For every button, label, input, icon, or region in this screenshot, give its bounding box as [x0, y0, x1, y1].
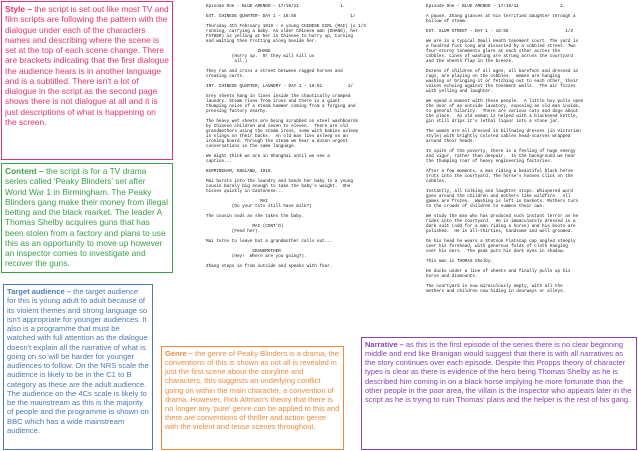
script-line: cobbles. Lines of washing are strung across the courtyard	[426, 54, 573, 59]
script-line: Dozens of children of all ages, all barefoot and dressed in	[426, 69, 579, 74]
genre-note-text: the genre of Peaky Blinders is a drama, the conventions of this is shown as not all is revealed in just the first scene about the storyline and characters, this suggests an underlying conflict going on within the main character, a convention of drama. However, Rick Altman's theory that there is no longer any 'pure' genre can be applied to this and there are conventions of thriller and action genre with the violent and tense scenes throughout.	[165, 349, 340, 432]
script-line: rags, are playing on the cobbles. Women are hanging	[426, 74, 561, 79]
script-line: four-storey tenements glare at each other across the	[426, 49, 561, 54]
script-line: grandmothers using the steam irons, some with babies asleep	[206, 129, 359, 134]
script-line: ZHANG	[206, 49, 271, 54]
script-line: conversations in the same language.	[206, 144, 297, 149]
script-line: horse and dismounts.	[426, 274, 478, 279]
script-line: the door of an outside lavatory, exposing an old man inside,	[426, 104, 581, 109]
script-line: FATHER) is yelling at her in Chinese to hurry up, turning	[206, 34, 353, 39]
script-line: He ducks under a line of sheets and finally pulls up his	[426, 269, 571, 274]
script-line: The women are all dressed in billowing dresses (in Victorian	[426, 129, 581, 134]
target-audience-note-heading: Target audience –	[7, 287, 72, 296]
script-line: (Hurry up. Or they will kill us	[206, 54, 315, 59]
script-line: EXT. SLUM STREET - DAY 1 - 16:55 1/3	[426, 29, 573, 34]
script-line: ironing board. Through the steam we hear a dozen urgent	[206, 139, 348, 144]
content-note-text: the script is for a TV drama series called 'Peaky Blinders' set after World War 1 in Birmingham. The Peaky Blinders gang make their money from illegal betting and the black market. The leader A Thomas Shelby acquires guns that has been stolen from a factory and plans to use this as an opportunity to move up however an inspector comes to investigate and recover the guns.	[5, 166, 168, 269]
style-note-heading: Style –	[5, 4, 33, 14]
narrative-note-text: as this is the first episode of the series there is no clear beginning middle and end like Branigan would suggest that there is with all narratives as the story continues over each episode. Despite this Propps theory of character types is clear as there is evidence of the hero being Thomas Shelby as he is described him coming in on a black horse implying he more fortunate than the other people in the poor area, the villain is the inspector who appears later in the script as he is trying to ruin Thomas' plans and the helper is the rest of his gang.	[365, 340, 632, 404]
script-line: caption...	[206, 159, 232, 164]
script-page-one-body	[206, 14, 401, 269]
script-line: billow of steam.	[426, 19, 468, 24]
script-line: In spite of the poverty, there is a feeling of huge energy	[426, 149, 576, 154]
script-line: Mai bursts into the laundry and hands her baby to a young	[206, 179, 353, 184]
script-line: with yelling and laughter.	[426, 89, 494, 94]
script-line: thumping noise of a steam hammer coming from a forging and	[206, 104, 356, 109]
script-line: running, carrying a baby. An older Chinese man (ZHANG), her	[206, 29, 359, 34]
script-line: MAI	[206, 199, 268, 204]
script-line: and waiting then trotting along beside her.	[206, 39, 317, 44]
script-line: gin still drips it's lethal liquor into a stone jar.	[426, 119, 561, 124]
script-line: the place. An old woman is helped with a blackened kettle,	[426, 114, 579, 119]
script-line: After a few moments, a man riding a beautiful black horse	[426, 169, 573, 174]
script-line: We study the man who has produced such instant terror as he	[426, 214, 579, 219]
script-line: (Do your tits still have milk?)	[206, 204, 312, 209]
script-line: goes around the children and mothers like wildfire. All	[426, 194, 571, 199]
script-line: On his head he wears a Stetson Flatscap cap angled steeply	[426, 239, 576, 244]
script-line: The courtyard is now miraculously empty, with all the	[426, 284, 563, 289]
script-line: Zhang steps in from outside and speaks with fear.	[206, 264, 333, 269]
script-line: and vigor, rather than despair. In the background we hear	[426, 154, 576, 159]
script-line: to the crowds of children to summon their own.	[426, 204, 545, 209]
script-line: BIRMINGHAM, ENGLAND, 1919.	[206, 169, 274, 174]
genre-note-heading: Genre –	[165, 349, 193, 358]
script-line: games are frozen. Washing is left in baskets. Mothers turn	[426, 199, 579, 204]
script-line: Instantly, all talking and laughter stops. Whispered word	[426, 189, 573, 194]
script-line: by Chinese children and seven to eleven. There are old	[206, 124, 348, 129]
script-line: cobbles.	[426, 179, 447, 184]
style-note	[1, 1, 173, 160]
script-line: polished. He is all-thirties, handsome and well groomed.	[426, 229, 573, 234]
target-audience-note	[3, 284, 153, 450]
script-line: the thumping roar of heavy engineering factories.	[426, 159, 553, 164]
script-line: hisses quickly in Cantonese...	[206, 189, 284, 194]
script-line: This man is THOMAS Shelby.	[426, 259, 494, 264]
script-line: A pause. Zhang glances at his terrified daughter through a	[426, 14, 576, 19]
script-line: over his forehead, with generous folds of cloth hanging	[426, 244, 568, 249]
script-line: a hundred foot long and dissected by a cobbled street. Two	[426, 44, 576, 49]
script-line: We might think we are in Shanghai until we see a	[206, 154, 330, 159]
script-line: They run and cross a street between ragged horses and	[206, 69, 343, 74]
script-line: washing or bringing it or fetching out to each other, their	[426, 79, 579, 84]
script-line: creaking carts.	[206, 74, 245, 79]
script-line: dark suit (odd for a man riding a horse) and his boots are	[426, 224, 576, 229]
script-line: GRANDMOTHER	[206, 249, 281, 254]
script-line: EXT. CHINESE QUARTER- DAY 1 - 16:55 1/	[206, 14, 356, 19]
content-note	[1, 163, 173, 273]
script-line: We spend a moment with these people. A little boy pulls open	[426, 99, 584, 104]
narrative-note-heading: Narrative –	[365, 340, 404, 349]
script-line: cousin barely big enough to take the baby's weight. She	[206, 184, 351, 189]
script-line: over his ears. The peak puts his dark eyes in shadow.	[426, 249, 566, 254]
content-note-heading: Content –	[5, 166, 44, 176]
script-line: trots into the courtyard. The horse's hooves click on the	[426, 174, 573, 179]
script-line: Thursday 4th February 1919 - A young CHINESE GIRL (MAI) (c 1/3	[206, 24, 366, 29]
genre-note	[161, 346, 344, 450]
script-line: The heavy wet sheets are being scrubbed on steel washboards	[206, 119, 359, 124]
script-line: voices echoing against the tenement walls. The air fizzes	[426, 84, 576, 89]
script-page-two-body	[426, 14, 634, 294]
script-line: (Hey! Where are you going?).	[206, 254, 307, 259]
script-line: all.)	[206, 59, 248, 64]
script-line: INT. CHINESE QUARTER, LAUNDRY - DAY 1 - 16:51 1/	[206, 84, 353, 89]
script-line: rides into the courtyard. He is immaculately dressed in a	[426, 219, 576, 224]
script-line: around their heads.	[426, 139, 475, 144]
script-line: (Feed her).	[206, 229, 261, 234]
script-line: laundry. Steam rises from irons and there is a giant	[206, 99, 341, 104]
narrative-note	[361, 337, 637, 450]
script-line: The cousin nods as she takes the baby.	[206, 214, 304, 219]
script-line: in slings on their backs. An old man lies asleep on an	[206, 134, 348, 139]
script-line: We are in a typical Small Heath tenement court. The yard is	[426, 39, 579, 44]
script-line: MAI (CONT'D)	[206, 224, 284, 229]
script-line: Mai turns to leave but a grandmother calls out...	[206, 239, 333, 244]
script-line: mothers and children now hiding in doorways or alleys.	[426, 289, 566, 294]
script-line: pressing factory nearby.	[206, 109, 268, 114]
script-line: style) with brightly colored cables head-scarves wrapped	[426, 134, 571, 139]
style-note-text: the script is set out like most TV and film scripts are following the pattern with the dialogue under each of the characters names and describing where the scene is set at the top of each scene change. There are brackets indicating that the first dialogue the audience hears is in another language and is a subtitled. There isn't a lot of dialogue in the script as the second page shows there is not dialogue at all and it is just descriptions of what is happening on the screen.	[5, 4, 169, 127]
script-line: Grey sheets hang in lines inside the chaotically cramped	[206, 94, 351, 99]
script-line: to general hilarity. There are various cats and dogs about	[426, 109, 579, 114]
script-line: and the sheets flap in the breeze.	[426, 59, 514, 64]
target-audience-note-text: the target audience for this is young adult to adult because of its violent themes and strong language so isn't appropriate for younger audiences. It also is a programme that must be watched with full attention as the dialogue doesn't explain all the narrative of what is going on so will be harder for younger audiences to follow. On the NRS scale the audience is likely to be in the C1 to B category as these are the adult audience. The audience on the 4Cs scale is likely to be the mainstream as this is the majority of people and the programme is shown on BBC which has a wide mainstream audience.	[7, 287, 149, 435]
script-page-two-header: Episode One - BLUE AMENDO - 17/10/11 2.	[426, 4, 566, 9]
script-page-one-header: Episode One - BLUE AMENDO - 17/10/11 1.	[206, 4, 346, 9]
